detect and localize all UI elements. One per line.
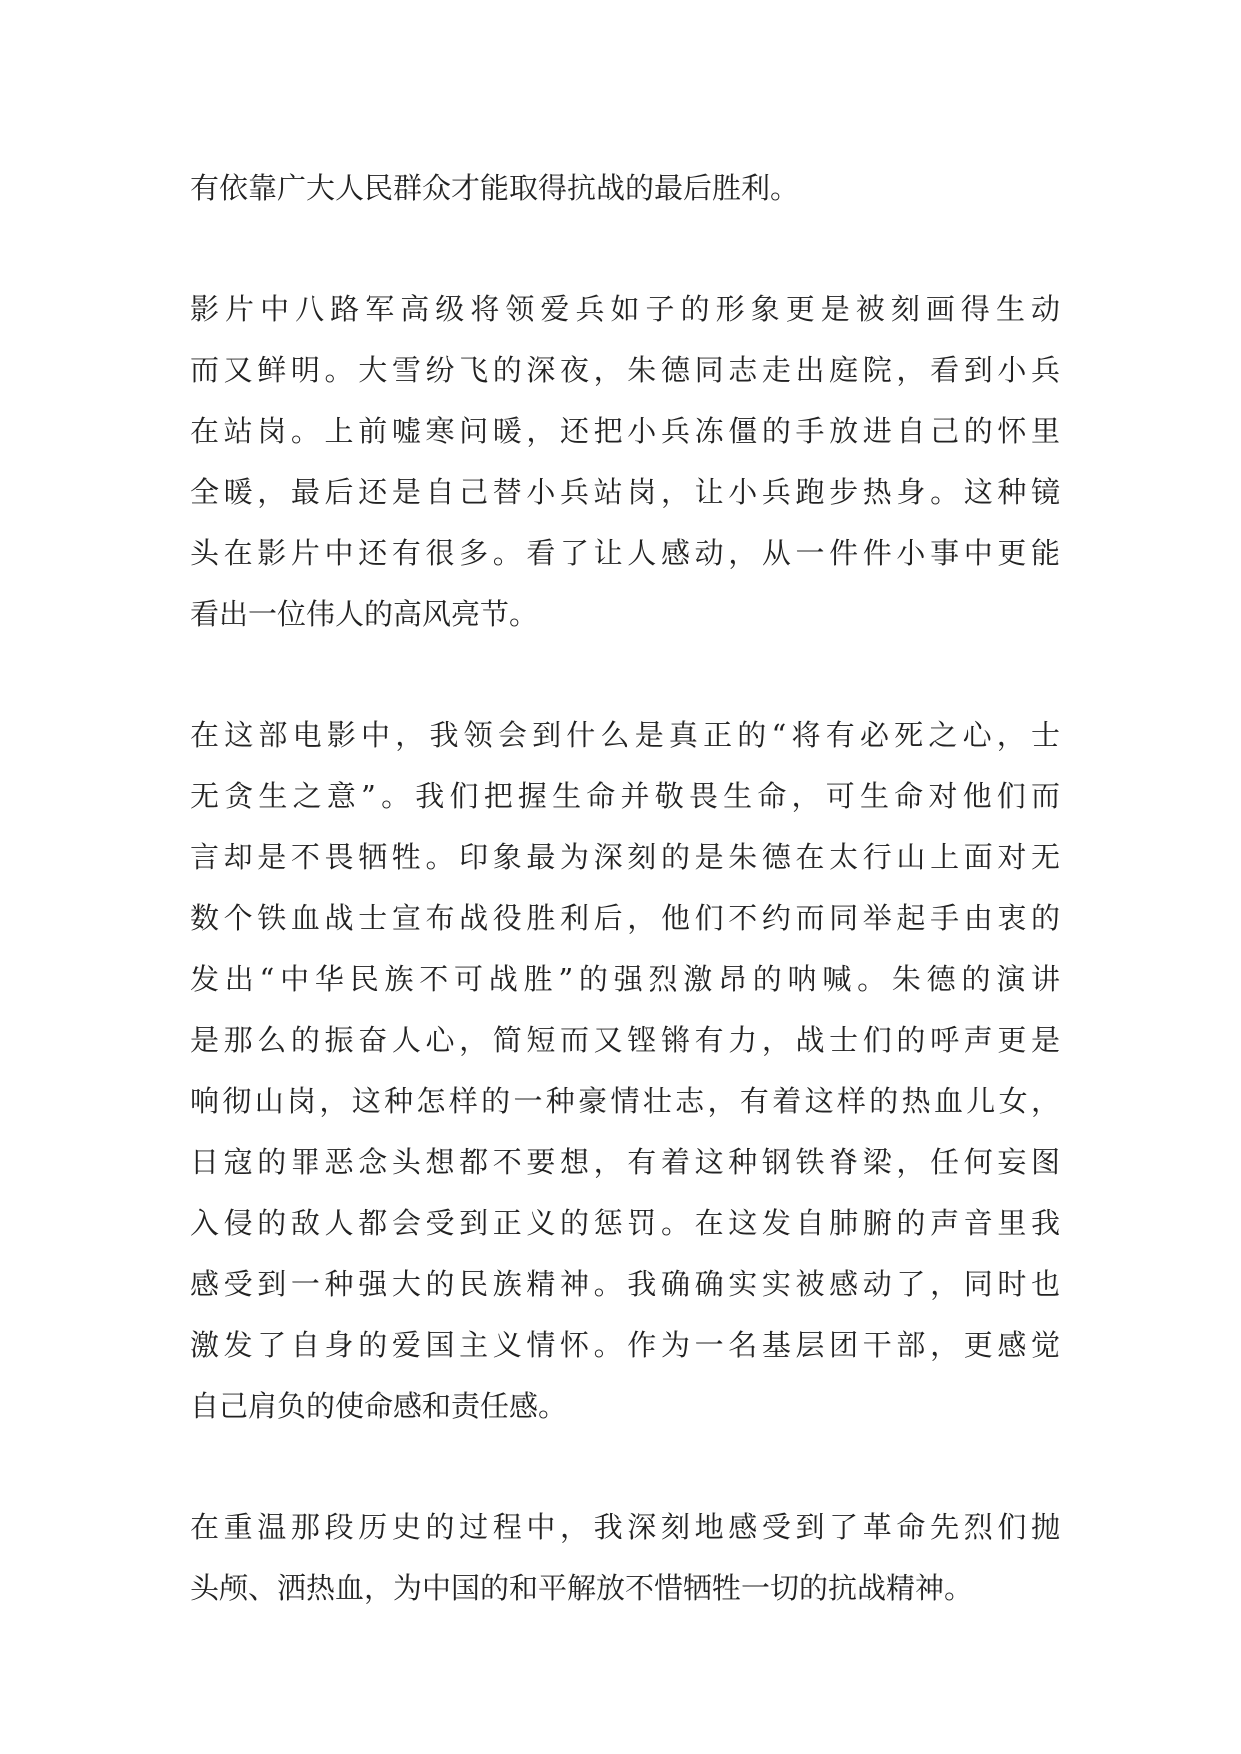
paragraph-2 <box>190 279 1060 645</box>
text-line: 有依靠广大人民群众才能取得抗战的最后胜利。 <box>190 171 800 205</box>
text-line: 言却是不畏牺牲。印象最为深刻的是朱德在太行山上面对无 <box>190 840 1060 874</box>
text-line: 日寇的罪恶念头想都不要想，有着这种钢铁脊梁，任何妄图 <box>190 1145 1060 1179</box>
text-line: 无贪生之意”。我们把握生命并敬畏生命，可生命对他们而 <box>190 779 1060 813</box>
paragraph-3 <box>190 705 1060 1437</box>
text-line: 数个铁血战士宣布战役胜利后，他们不约而同举起手由衷的 <box>190 901 1060 935</box>
text-line: 影片中八路军高级将领爱兵如子的形象更是被刻画得生动 <box>190 292 1060 326</box>
text-line: 是那么的振奋人心，简短而又铿锵有力，战士们的呼声更是 <box>190 1023 1060 1057</box>
text-line: 入侵的敌人都会受到正义的惩罚。在这发自肺腑的声音里我 <box>190 1206 1060 1240</box>
text-line: 在站岗。上前嘘寒问暖，还把小兵冻僵的手放进自己的怀里 <box>190 414 1060 448</box>
text-line: 头在影片中还有很多。看了让人感动，从一件件小事中更能 <box>190 536 1060 570</box>
paragraph-spacer <box>190 219 1060 279</box>
text-line: 在重温那段历史的过程中，我深刻地感受到了革命先烈们抛 <box>190 1510 1060 1544</box>
text-line: 而又鲜明。大雪纷飞的深夜，朱德同志走出庭院，看到小兵 <box>190 353 1060 387</box>
text-line: 在这部电影中，我领会到什么是真正的“将有必死之心，士 <box>190 718 1060 752</box>
document-body <box>190 158 1060 1619</box>
text-line: 感受到一种强大的民族精神。我确确实实被感动了，同时也 <box>190 1267 1060 1301</box>
text-line: 响彻山岗，这种怎样的一种豪情壮志，有着这样的热血儿女， <box>190 1084 1060 1118</box>
paragraph-spacer <box>190 1437 1060 1497</box>
paragraph-1 <box>190 158 1060 219</box>
text-line: 发出“中华民族不可战胜”的强烈激昂的呐喊。朱德的演讲 <box>190 962 1060 996</box>
text-line: 激发了自身的爱国主义情怀。作为一名基层团干部，更感觉 <box>190 1328 1060 1362</box>
text-line: 头颅、洒热血，为中国的和平解放不惜牺牲一切的抗战精神。 <box>190 1571 974 1605</box>
text-line: 全暖，最后还是自己替小兵站岗，让小兵跑步热身。这种镜 <box>190 475 1060 509</box>
text-line: 自己肩负的使命感和责任感。 <box>190 1389 568 1423</box>
text-line: 看出一位伟人的高风亮节。 <box>190 597 539 631</box>
paragraph-4 <box>190 1497 1060 1619</box>
paragraph-spacer <box>190 645 1060 705</box>
